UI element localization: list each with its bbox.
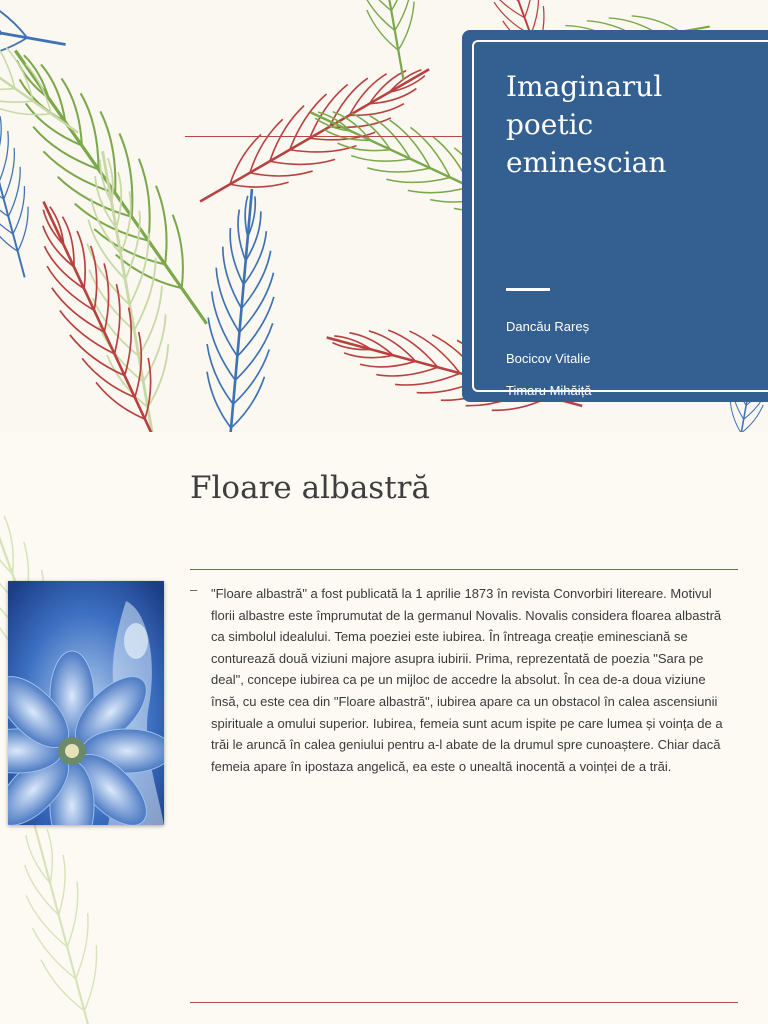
blue-flower-painting-icon — [8, 581, 164, 825]
title-line: eminescian — [506, 146, 667, 179]
slide-heading: Floare albastră — [190, 470, 430, 506]
bullet-marker: – — [190, 582, 198, 597]
title-line: poetic — [506, 108, 594, 141]
title-line: Imaginarul — [506, 70, 663, 103]
accent-line — [185, 136, 485, 137]
title-divider — [506, 288, 550, 291]
author-name: Dancău Rareș — [506, 319, 590, 334]
content-slide — [0, 432, 768, 1024]
author-name: Timaru Mihăiță — [506, 383, 592, 398]
cover-slide — [0, 0, 768, 432]
divider-line — [190, 569, 738, 570]
bottom-divider-line — [190, 1002, 738, 1003]
author-name: Bocicov Vitalie — [506, 351, 591, 366]
title-panel — [462, 30, 768, 402]
author-list — [506, 318, 591, 414]
body-paragraph: "Floare albastră" a fost publicată la 1 aprilie 1873 în revista Convorbiri litereare. Motivul florii albastre este împrumutat de la germanul Novalis. Novalis considera floarea albastră ca simbolul idealului. Tema poeziei este iubirea. În întreaga creație eminesciană se conturează două viziuni majore asupra iubirii. Prima, reprezentată de poezia "Sara pe deal", concepe iubirea ca pe un mijloc de accedre la absolut. În cea de-a doua viziune însă, cu este cea din "Floare albastră", iubirea apare ca un obstacol în calea ascensiunii spirituale a omului superior. Iubirea, femeia sunt acum ispite pe care lumea și voința de a trăi le aruncă în calea geniului pentru a-l abate de la drumul spre cunoaștere. Chiar dacă femeia apare în ipostaza angelică, ea este o unealtă inocentă a voinței de a trăi. — [211, 586, 723, 774]
cover-title — [506, 68, 746, 182]
